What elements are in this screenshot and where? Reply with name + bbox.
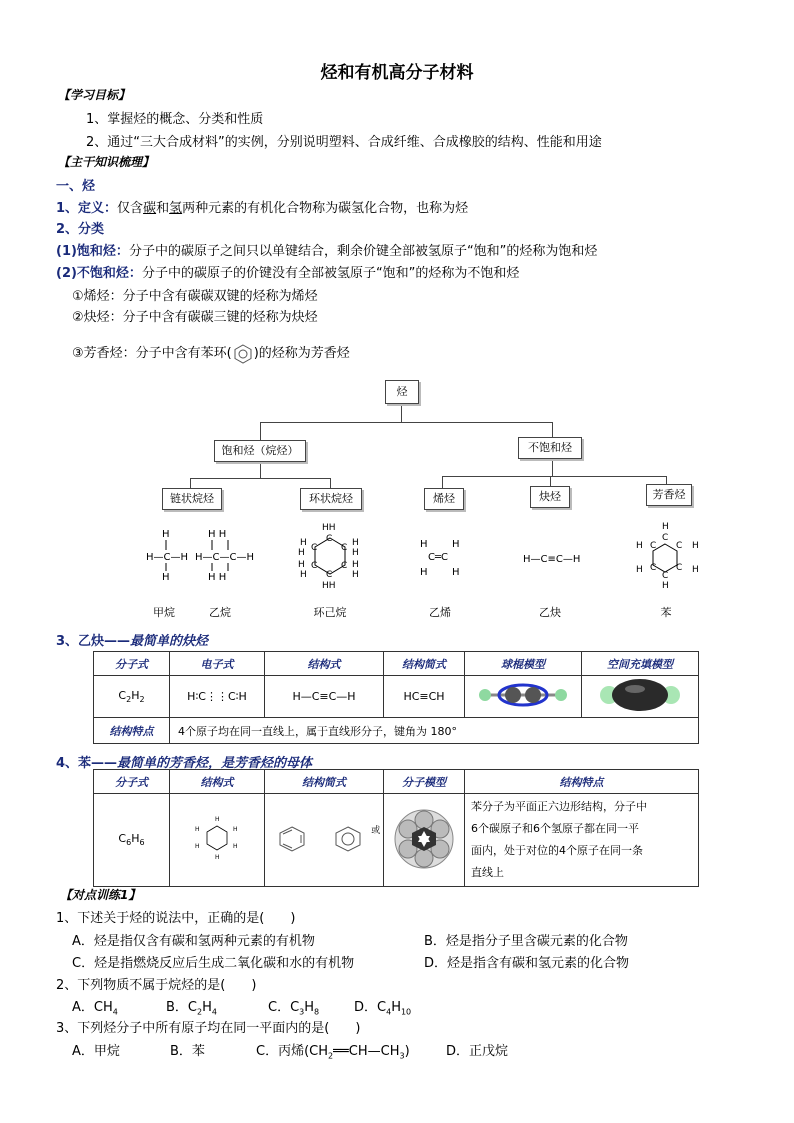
svg-text:H: H	[162, 572, 170, 583]
svg-text:C: C	[662, 533, 669, 543]
svg-text:H: H	[636, 565, 643, 575]
benzene-feature-line-1: 苯分子为平面正六边形结构，分子中	[471, 800, 647, 813]
benzene-ring-icon	[232, 343, 254, 365]
svg-text:HH: HH	[322, 581, 336, 591]
svg-text:HH: HH	[322, 523, 336, 533]
header-structural: 结构式	[265, 652, 384, 676]
q3-option-d: D．正戊烷	[446, 1044, 509, 1059]
alkene-line: ①烯烃：分子中含有碳碳双键的烃称为烯烃	[72, 289, 318, 304]
tree-aromatic: 芳香烃	[646, 484, 692, 506]
svg-text:C: C	[650, 541, 657, 551]
unsaturated-text: 分子中的碳原子的价键没有全部被氢原子“饱和”的烃称为不饱和烃	[141, 266, 520, 281]
goal-item-2: 2、通过“三大合成材料”的实例，分别说明塑料、合成纤维、合成橡胶的结构、性能和用途	[86, 135, 602, 150]
tree-unsaturated: 不饱和烃	[518, 437, 582, 459]
acetylene-heading	[56, 630, 208, 649]
tree-saturated: 饱和烃（烷烃）	[214, 440, 306, 462]
benzene-structural-cell	[170, 794, 265, 887]
benzene-header-formula: 分子式	[94, 770, 170, 794]
svg-text:H: H	[452, 539, 460, 550]
svg-text:H: H	[420, 567, 428, 578]
benzene-header-simple: 结构简式	[265, 770, 384, 794]
unsaturated-label: (2)不饱和烃：	[56, 266, 142, 281]
svg-text:C: C	[326, 534, 333, 544]
svg-text:H: H	[298, 560, 305, 570]
goal-item-1: 1、掌握烃的概念、分类和性质	[86, 112, 264, 127]
svg-text:H H: H H	[208, 572, 227, 583]
aromatic-text-pre: ③芳香烃：分子中含有苯环(	[72, 346, 232, 361]
svg-text:H: H	[162, 529, 170, 540]
svg-text:H—C—H: H—C—H	[146, 552, 189, 563]
svg-text:H: H	[195, 825, 200, 833]
svg-text:H: H	[352, 570, 359, 580]
space-filling-model-image	[595, 677, 685, 713]
acetylene-heading-label: 3、乙炔——	[56, 634, 131, 649]
part-heading: 一、烃	[56, 179, 96, 194]
benzene-structural-image	[187, 814, 247, 864]
svg-text:H: H	[662, 522, 669, 532]
q3-option-a: A．甲烷	[72, 1044, 120, 1059]
review-heading: 【主干知识梳理】	[58, 155, 155, 169]
benzene-feature-line-4: 直线上	[471, 866, 504, 879]
definition-and: 和	[156, 201, 170, 216]
svg-text:C: C	[311, 543, 318, 553]
tree-alkyne: 炔烃	[530, 486, 570, 508]
name-acetylene: 乙炔	[539, 606, 561, 619]
q1-option-d: D．烃是指含有碳和氢元素的化合物	[424, 956, 630, 971]
benzene-header-model: 分子模型	[384, 770, 465, 794]
benzene-simple-image	[268, 819, 368, 859]
ball-stick-model	[465, 676, 582, 718]
name-benzene: 苯	[660, 606, 672, 619]
definition-rest: 两种元素的有机化合物称为碳氢化合物，也称为烃	[182, 201, 469, 216]
unsaturated-line	[56, 262, 519, 281]
svg-text:H: H	[692, 541, 699, 551]
benzene-heading-label: 4、苯——	[56, 756, 118, 771]
svg-text:H: H	[233, 825, 238, 833]
definition-text: 仅含	[117, 201, 144, 216]
or-text: 或	[371, 825, 381, 836]
saturated-line	[56, 240, 597, 259]
svg-text:H: H	[452, 567, 460, 578]
benzene-formula-cell: $C_6H_6$	[94, 794, 170, 887]
svg-text:H: H	[195, 842, 200, 850]
svg-text:C: C	[311, 561, 318, 571]
acetylene-table	[93, 651, 699, 744]
svg-text:C: C	[650, 563, 657, 573]
tree-alkene: 烯烃	[424, 488, 464, 510]
q3-option-c: C．丙烯$(CH_2══CH—CH_3)$	[256, 1044, 410, 1061]
header-electron: 电子式	[170, 652, 265, 676]
benzene-table	[93, 769, 699, 887]
classification-label: 2、分类	[56, 222, 105, 237]
benzene-feature-cell	[465, 794, 699, 887]
acetylene-structure	[523, 554, 580, 565]
ball-stick-model-image	[473, 678, 573, 712]
benzene-heading-em: 最简单的芳香烃，是芳香烃的母体	[117, 756, 313, 771]
svg-text:C: C	[662, 571, 669, 581]
header-ball-stick: 球棍模型	[465, 652, 582, 676]
question-2: 2、下列物质不属于烷烃的是( )	[56, 978, 257, 993]
benzene-feature-line-2: 6个碳原子和6个氢原子都在同一平	[471, 822, 639, 835]
benzene-model-cell	[384, 794, 465, 887]
svg-text:H—C—C—H: H—C—C—H	[195, 552, 255, 563]
benzene-simple-cell	[265, 794, 384, 887]
feature-label-cell: 结构特点	[94, 718, 170, 744]
benzene-model-image	[392, 807, 456, 871]
svg-text:C: C	[676, 541, 683, 551]
name-cyclohexane: 环己烷	[313, 606, 347, 619]
ethylene-structure	[420, 539, 460, 578]
svg-text:H: H	[662, 581, 669, 591]
saturated-label: (1)饱和烃：	[56, 244, 129, 259]
svg-text:H: H	[215, 853, 220, 861]
page-title: 烃和有机高分子材料	[320, 63, 474, 83]
practice-heading: 【对点训练1】	[60, 888, 141, 902]
acetylene-heading-em: 最简单的炔烃	[130, 634, 209, 649]
svg-text:C: C	[676, 563, 683, 573]
cyclohexane-structure	[298, 523, 359, 591]
svg-text:H: H	[352, 560, 359, 570]
svg-text:C: C	[341, 543, 348, 553]
name-ethane: 乙烷	[209, 606, 231, 619]
benzene-header-feature: 结构特点	[465, 770, 699, 794]
svg-text:C: C	[341, 561, 348, 571]
aromatic-text-post: )的烃称为芳香烃	[253, 346, 350, 361]
svg-text:H: H	[300, 570, 307, 580]
benzene-feature-line-3: 面内，处于对位的4个原子在同一条	[471, 844, 643, 857]
svg-text:H: H	[215, 815, 220, 823]
header-space-filling: 空间充填模型	[582, 652, 699, 676]
header-formula: 分子式	[94, 652, 170, 676]
name-ethylene: 乙烯	[429, 606, 451, 619]
question-3: 3、下列烃分子中所有原子均在同一平面内的是( )	[56, 1021, 361, 1036]
definition	[56, 197, 468, 216]
svg-text:H: H	[300, 538, 307, 548]
saturated-text: 分子中的碳原子之间只以单键结合，剩余价键全部被氢原子“饱和”的烃称为饱和烃	[128, 244, 598, 259]
benzene-structure	[636, 522, 699, 591]
alkyne-line: ②炔烃：分子中含有碳碳三键的烃称为炔烃	[72, 310, 318, 325]
aromatic-line	[72, 342, 350, 365]
q2-option-c: C．$C_3H_8$	[268, 1000, 320, 1017]
svg-text:H: H	[352, 538, 359, 548]
goals-heading: 【学习目标】	[58, 88, 131, 102]
svg-text:H—C≡C—H: H—C≡C—H	[523, 554, 581, 565]
tree-cyclo-alkane: 环状烷烃	[300, 488, 362, 510]
methane-structure	[146, 529, 188, 583]
acetylene-simple-cell: HC≡CH	[384, 676, 465, 718]
definition-hydrogen: 氢	[169, 201, 183, 216]
acetylene-electron-cell: H∶C⋮⋮C∶H	[170, 676, 265, 718]
question-1: 1、下述关于烃的说法中，正确的是( )	[56, 911, 296, 926]
svg-text:H: H	[636, 541, 643, 551]
acetylene-formula-cell: $C_2H_2$	[94, 676, 170, 718]
q1-option-b: B．烃是指分子里含碳元素的化合物	[424, 934, 628, 949]
header-simple: 结构简式	[384, 652, 465, 676]
svg-text:H: H	[233, 842, 238, 850]
q3-option-b: B．苯	[170, 1044, 205, 1059]
ethane-structure	[195, 529, 254, 583]
q1-option-a: A．烃是指仅含有碳和氢两种元素的有机物	[72, 934, 315, 949]
q2-option-d: D．$C_4H_{10}$	[354, 1000, 412, 1017]
name-methane: 甲烷	[153, 606, 175, 619]
svg-text:C═C: C═C	[428, 552, 448, 563]
definition-label: 1、定义：	[56, 201, 118, 216]
tree-root: 烃	[385, 380, 419, 404]
svg-text:C: C	[326, 570, 333, 580]
benzene-header-structural: 结构式	[170, 770, 265, 794]
svg-text:H: H	[298, 548, 305, 558]
space-filling-model	[582, 676, 699, 718]
svg-text:H: H	[352, 548, 359, 558]
acetylene-structural-cell: H—C≡C—H	[265, 676, 384, 718]
tree-chain-alkane: 链状烷烃	[162, 488, 222, 510]
definition-carbon: 碳	[143, 201, 157, 216]
q2-option-b: B．$C_2H_4$	[166, 1000, 217, 1017]
feature-text-cell: 4个原子均在同一直线上，属于直线形分子，键角为 180°	[170, 718, 699, 744]
q1-option-c: C．烃是指燃烧反应后生成二氧化碳和水的有机物	[72, 956, 355, 971]
svg-text:H: H	[692, 565, 699, 575]
q2-option-a: A．$CH_4$	[72, 1000, 118, 1017]
svg-text:H H: H H	[208, 529, 227, 540]
svg-text:H: H	[420, 539, 428, 550]
